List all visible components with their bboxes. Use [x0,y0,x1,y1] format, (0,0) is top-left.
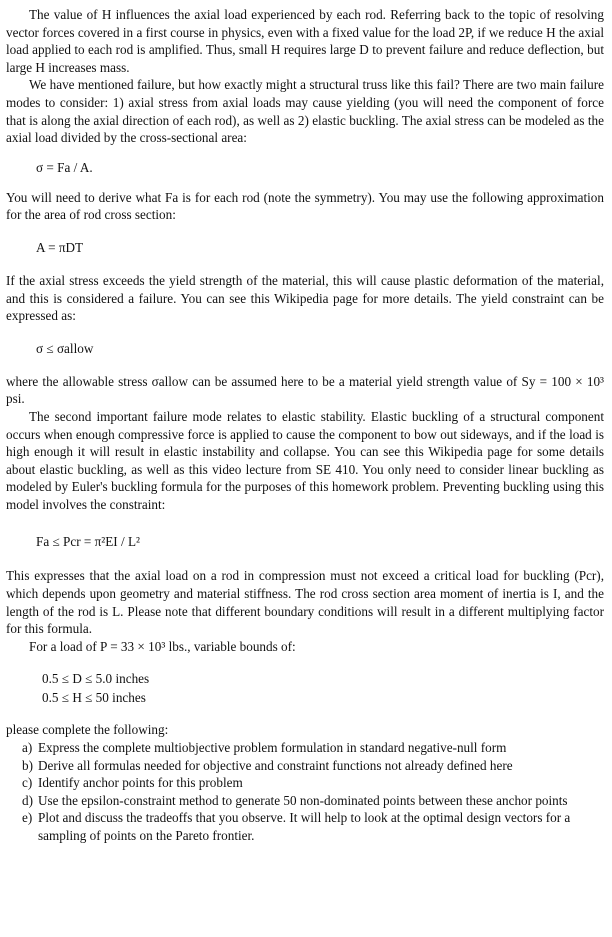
bound-h: 0.5 ≤ H ≤ 50 inches [42,690,146,706]
variable-bounds [42,669,604,707]
document-page [6,6,604,845]
paragraph-failure-modes: We have mentioned failure, but how exactly might a structural truss like this fail? There are two main failure modes to consider: 1) axial stress from axial loads may cause yielding (you will need the component of force that is along the axial direction of each rod), as well as 2) elastic buckling. The axial stress can be modeled as the axial load divided by the cross-sectional area: [6,77,604,146]
paragraph-load-value: For a load of P = 33 × 10³ lbs., variable bounds of: [29,638,296,654]
paragraph-buckling: The second important failure mode relates to elastic stability. Elastic buckling of a structural component occurs when enough compressive force is applied to cause the component to bow out sideways, and if the load is high enough it will result in elastic instability and collapse. You can see this Wikipedia page for some details about elastic buckling, as well as this video lecture from SE 410. You only need to consider linear buckling as modeled by Euler's buckling formula for the purposes of this homework problem. Preventing buckling using this model involves the constraint: [6,408,604,512]
paragraph-yield: If the axial stress exceeds the yield strength of the material, this will cause plastic deformation of the material, and this is considered a failure. You can see this Wikipedia page for more details. The yield constraint can be expressed as: [6,272,604,324]
task-item: d) Use the epsilon-constraint method to generate 50 non-dominated points between these anchor points [22,792,568,808]
paragraph-h-influence: The value of H influences the axial load experienced by each rod. Referring back to the topic of resolving vector forces covered in a first course in physics, even with a fixed value for the load 2P, if we reduce H the axial load applied to each rod is amplified. Thus, small H requires large D to prevent failure and reduce deflection, but large H increases mass. [6,7,604,75]
task-item: a) Express the complete multiobjective problem formulation in standard negative-null form [22,740,507,756]
paragraph-derive-fa: You will need to derive what Fa is for each rod (note the symmetry). You may use the following approximation for the area of rod cross section: [6,189,604,223]
equation-stress [6,153,604,185]
bound-d: 0.5 ≤ D ≤ 5.0 inches [42,671,150,687]
equation-buckling-text: Fa ≤ Pcr = π²EI / L² [36,534,140,550]
task-list [6,739,604,845]
task-item: c) Identify anchor points for this problem [22,775,243,791]
equation-yield-text: σ ≤ σallow [36,340,94,356]
equation-yield [6,337,604,361]
equation-area [6,236,604,260]
equation-buckling [6,525,604,559]
equation-stress-text: σ = Fa / A. [36,159,93,175]
task-item: e) Plot and discuss the tradeoffs that you observe. It will help to look at the optimal design vectors for a sampling of points on the Pareto frontier. [22,810,571,843]
paragraph-critical-load: This expresses that the axial load on a rod in compression must not exceed a critical load for buckling (Pcr), which depends upon geometry and material stiffness. The rod cross section area moment of inertia is I, and the length of the rod is L. Please note that different boundary conditions will result in a different multiplying factor for this formula. [6,568,604,637]
equation-area-text: A = πDT [36,239,84,255]
paragraph-instructions: please complete the following: [6,722,169,738]
task-item: b) Derive all formulas needed for objective and constraint functions not already defined here [22,757,513,773]
paragraph-allowable-stress: where the allowable stress σallow can be assumed here to be a material yield strength value of Sy = 100 × 10³ psi. [6,373,604,407]
